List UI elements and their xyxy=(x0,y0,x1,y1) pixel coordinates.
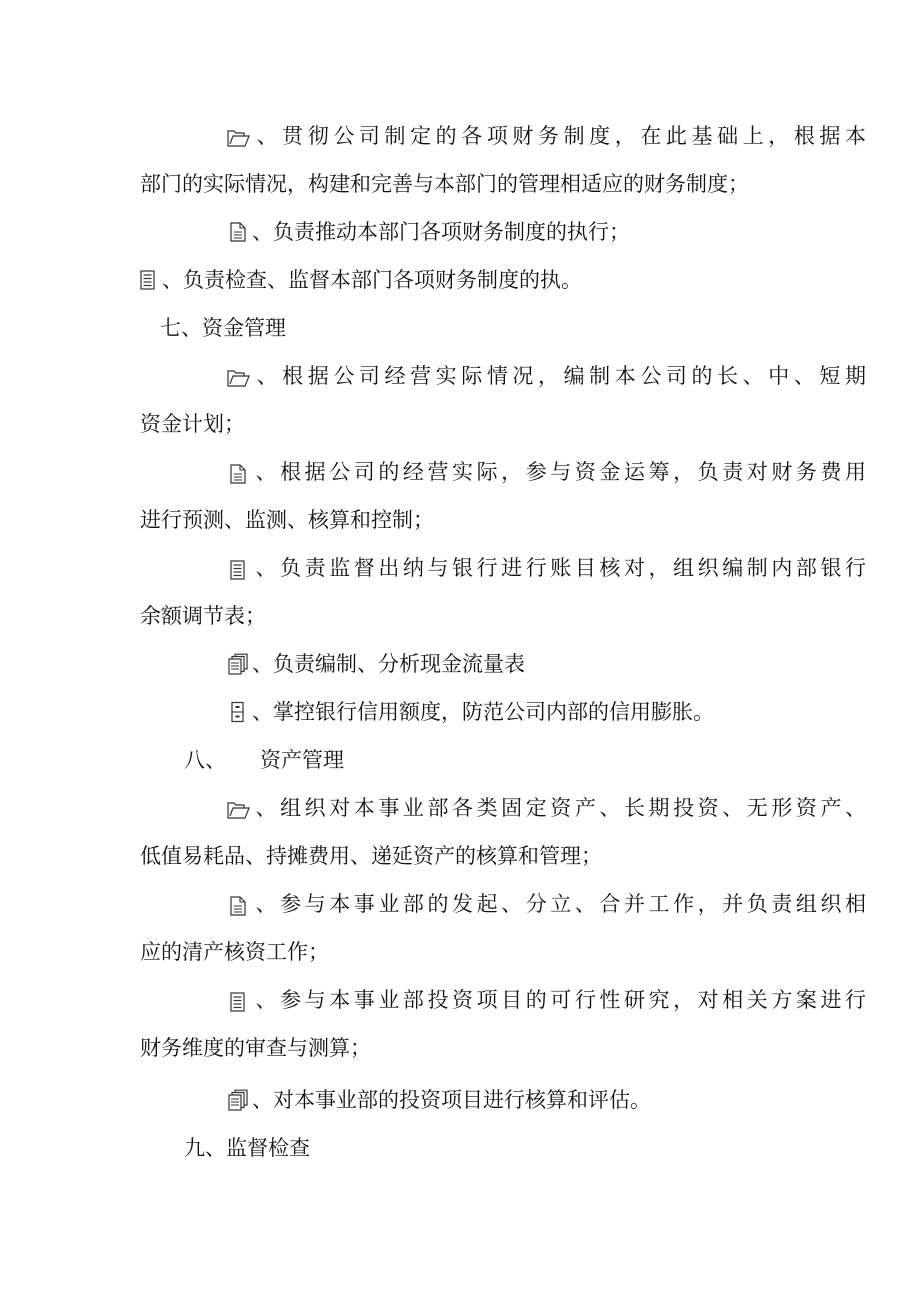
paragraph-line xyxy=(226,1086,651,1114)
lines-icon xyxy=(136,269,160,291)
paragraph-line xyxy=(226,986,866,1014)
stack-icon xyxy=(226,653,250,675)
paragraph-line xyxy=(140,506,434,534)
section-heading-number: 八、 xyxy=(184,748,226,772)
paragraph-line xyxy=(140,602,266,630)
stack-icon xyxy=(226,1089,250,1111)
lines-icon xyxy=(226,991,250,1013)
paragraph-line xyxy=(140,410,245,438)
paragraph-line xyxy=(140,170,749,198)
paragraph-line xyxy=(226,122,866,150)
paragraph-line xyxy=(226,218,630,246)
paragraph-text: 进行预测、监测、核算和控制； xyxy=(140,508,434,532)
paragraph-line xyxy=(226,890,866,918)
paragraph-line xyxy=(140,938,329,966)
page-icon xyxy=(226,463,250,485)
paragraph-text: 、根据公司的经营实际，参与资金运筹，负责对财务费用 xyxy=(252,460,866,484)
folder-icon xyxy=(226,799,250,821)
cabinet-icon xyxy=(226,701,250,723)
folder-icon xyxy=(226,367,250,389)
paragraph-text: 、根据公司经营实际情况，编制本公司的长、中、短期 xyxy=(252,364,866,388)
paragraph-text: 、掌控银行信用额度，防范公司内部的信用膨胀。 xyxy=(252,700,714,724)
paragraph-text: 、负责编制、分析现金流量表 xyxy=(252,652,525,676)
paragraph-text: 部门的实际情况，构建和完善与本部门的管理相适应的财务制度； xyxy=(140,172,749,196)
paragraph-text: 、对本事业部的投资项目进行核算和评估。 xyxy=(252,1088,651,1112)
paragraph-line xyxy=(140,1034,371,1062)
paragraph-text: 、负责监督出纳与银行进行账目核对，组织编制内部银行 xyxy=(252,556,866,580)
paragraph-text: 、参与本事业部投资项目的可行性研究，对相关方案进行 xyxy=(252,988,866,1012)
paragraph-text: 、负责检查、监督本部门各项财务制度的执。 xyxy=(162,268,582,292)
paragraph-text: 余额调节表； xyxy=(140,604,266,628)
paragraph-line xyxy=(136,266,582,294)
paragraph-line xyxy=(226,794,866,822)
paragraph-text: 、负责推动本部门各项财务制度的执行； xyxy=(252,220,630,244)
paragraph-line xyxy=(226,458,866,486)
page-icon xyxy=(226,221,250,243)
paragraph-line xyxy=(226,650,525,678)
paragraph-line xyxy=(140,842,602,870)
paragraph-text: 应的清产核资工作； xyxy=(140,940,329,964)
paragraph-text: 资金计划； xyxy=(140,412,245,436)
paragraph-text: 、贯彻公司制定的各项财务制度，在此基础上，根据本 xyxy=(252,124,866,148)
paragraph-text: 低值易耗品、持摊费用、递延资产的核算和管理； xyxy=(140,844,602,868)
section-heading xyxy=(184,746,344,774)
folder-icon xyxy=(226,127,250,149)
paragraph-line xyxy=(226,362,866,390)
paragraph-text: 财务维度的审查与测算； xyxy=(140,1036,371,1060)
paragraph-line xyxy=(226,698,714,726)
section-heading: 七、资金管理 xyxy=(160,316,286,340)
page-icon xyxy=(226,895,250,917)
section-heading-text: 资产管理 xyxy=(260,748,344,772)
paragraph-text: 、参与本事业部的发起、分立、合并工作，并负责组织相 xyxy=(252,892,866,916)
paragraph-line xyxy=(226,554,866,582)
section-heading: 九、监督检查 xyxy=(184,1136,310,1160)
lines-icon xyxy=(226,559,250,581)
paragraph-text: 、组织对本事业部各类固定资产、长期投资、无形资产、 xyxy=(252,796,866,820)
